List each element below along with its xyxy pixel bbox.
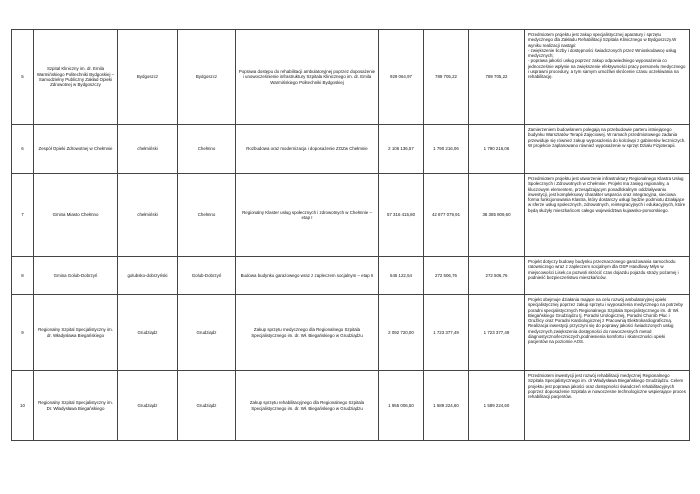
beneficiary: Gmina Miasto Chełmno <box>34 174 118 257</box>
table-row <box>12 125 690 174</box>
project-title: Regionalny Klaster usług społecznych i zdrowotnych w Chełmnie – etap I <box>236 174 379 257</box>
eligible-value: 789 705,22 <box>424 30 469 125</box>
cofinancing-value: 1 589 224,60 <box>469 371 525 441</box>
eligible-value: 1 723 377,49 <box>424 295 469 371</box>
total-value: 2 106 136,57 <box>379 125 424 174</box>
cofinancing-value: 1 723 377,49 <box>469 295 525 371</box>
county: Bydgoszcz <box>118 30 178 125</box>
cofinancing-value: 789 705,22 <box>469 30 525 125</box>
row-number: 8 <box>12 257 34 295</box>
project-description: Projekt dotyczy budowy budynku przeznaczonego garażowania samochodu ratowniczego wraz z zapleczem socjalnym dla OSP Handlowy Młyn w miejscowości Lisek,co pozwoli skrócić czas dojazdu pojazdu straży pożarnej i podnieść bezpieczeństwo mieszkańców. <box>525 257 690 295</box>
total-value: 2 092 720,00 <box>379 295 424 371</box>
beneficiary: Zespół Opieki Zdrowotnej w Chełmnie <box>34 125 118 174</box>
cofinancing-value: 38 385 809,60 <box>469 174 525 257</box>
table-row <box>12 174 690 257</box>
eligible-value: 1 790 216,06 <box>424 125 469 174</box>
project-title: Budowa budynku garażowego wraz z zapleczem socjalnym – etap II <box>236 257 379 295</box>
municipality: Golub-Dobrzyń <box>178 257 236 295</box>
table-row <box>12 371 690 441</box>
row-number: 7 <box>12 174 34 257</box>
row-number: 10 <box>12 371 34 441</box>
table-row <box>12 295 690 371</box>
beneficiary: Gmina Golub-Dobrzyń <box>34 257 118 295</box>
projects-table <box>11 29 690 441</box>
municipality: Grudziądz <box>178 371 236 441</box>
project-description: Przedmiotem projektu jest utworzenie infrastruktury Regionalnego Klastra Usług Społecznych i Zdrowotnych w Chełmnie. Projekt ma zasięg regionalny, a kluczowym elementem, przesądzającym ponadlokalnym oddziaływaniu inwestycji, jest kompleksowy charakter wsparcia oraz integracyjna, sieciowa forma funkcjonowania Klastra, który dostarczy usługi będzie podmiotu działające w sferze usług społecznych, zdrowotnych, reintegracyjnych i edukacyjnych, które będą służyły mieszkańcom całego województwa kujawsko-pomorskiego. <box>525 174 690 257</box>
municipality: Chełmno <box>178 125 236 174</box>
beneficiary: Regionalny Szpital Specjalistyczny im. dr. Władysława Biegańskiego <box>34 295 118 371</box>
table-row <box>12 257 690 295</box>
total-value: 545 122,54 <box>379 257 424 295</box>
project-title: Zakup sprzętu rehabilitacyjnego dla Regionalnego Szpitala Specjalistycznego im. dr. Wł. Biegańskiego w Grudziądzu <box>236 371 379 441</box>
county: chełmiński <box>118 174 178 257</box>
county: Grudziądz <box>118 371 178 441</box>
total-value: 57 316 415,80 <box>379 174 424 257</box>
municipality: Grudziądz <box>178 295 236 371</box>
eligible-value: 1 589 224,60 <box>424 371 469 441</box>
county: golubsko-dobrzyński <box>118 257 178 295</box>
cofinancing-value: 272 506,76 <box>469 257 525 295</box>
municipality: Bydgoszcz <box>178 30 236 125</box>
project-description: Przedmiotem inwestycji jest rozwój rehabilitacji medycznej Regionalnego Szpitala Specjalistycznego im. dr Władysława Biegańskiego Grudziądzu. Celem projektu jest poprawa jakości oraz dostępności świadczeń rehabilitacyjnych poprzez doposażenie Szpitala w nowoczesne technologiczne wspierające proces rehabilitacji pacjentów. <box>525 371 690 441</box>
beneficiary: Szpital Kliniczny im. dr. Emila Warmińskiego Politechniki Bydgoskiej – Samodzielny Publiczny Zakład Opieki Zdrowotnej w Bydgoszczy <box>34 30 118 125</box>
row-number: 6 <box>12 125 34 174</box>
project-title: Rozbudowa oraz modernizacja i doposażenie ZOZw Chełmnie <box>236 125 379 174</box>
total-value: 1 955 006,50 <box>379 371 424 441</box>
project-description: Przedmiotem projektu jest zakup specjalistycznej aparatury i sprzętu medycznego dla Zakładu Rehabilitacji Szpitala Klinicznego w Bydgoszczy.W wyniku realizacji nastąpi: - zwiększenie liczby i dostępności świadczonych przez Wnioskodawcę usług medycznych; - poprawa jakości usług poprzez zakup odpowiedniego wyposażenia co jednocześnie wpłynie na zwiększenie efektywności pracy personelu medycznego i usprawni procedury, a tym samym umożliwi skrócenie czasu oczekiwania na rehabilitację. <box>525 30 690 125</box>
project-title: Zakup sprzętu medycznego dla Regionalnego Szpitala Specjalistycznego im. dr. Wł. Biegańskiego w Grudziądzu <box>236 295 379 371</box>
county: chełmiński <box>118 125 178 174</box>
project-title: Poprawa dostępu do rehabilitacji ambulatoryjnej poprzez doposażenie i unowocześnienie infrastruktury Szpitala Klinicznego im. dr. Emila Warmińskiego Politechniki Bydgoskiej <box>236 30 379 125</box>
table-row <box>12 30 690 125</box>
total-value: 929 064,97 <box>379 30 424 125</box>
municipality: Chełmno <box>178 174 236 257</box>
cofinancing-value: 1 790 216,06 <box>469 125 525 174</box>
project-description: Zamierzeniem budowlanem polegają na przebudowie parteru istniejącego budynku Warsztatów Terapii Zajęciowej. W ramach przedmiotowego zadania przewiduje się również zakup wyposażenia do kolcówpi z gabinetów leczniczych. W projekcie zaplanowano również wyposażenie w sprzęt Działu Fizjoterapii. <box>525 125 690 174</box>
row-number: 5 <box>12 30 34 125</box>
row-number: 9 <box>12 295 34 371</box>
project-description: Projekt obejmuje działania mające na celu rozwój ambulatoryjnej opieki specjalistycznej poprzez zakup sprzętu i wyposażenia medycznego na potrzeby poradni specjalistycznych Regionalnego Szpitala Specjalistycznego im. dr Wł. Biegańskiego Grudziądzu tj. Poradni Urologicznej, Poradni Chorób Płuc i Gruźlicy oraz Poradni Kardiologicznej z Pracownią Elektrokardiograficzną. Realizacja inwestycji przyczyni się do poprawy jakości świadczonych usług medycznych,zwiększenia dostępności do nowoczesnych metod diagnostyczno/leczniczych,podniesienia komfortu i skuteczności opieki pacjentów na poziomie AOS. <box>525 295 690 371</box>
eligible-value: 42 877 079,91 <box>424 174 469 257</box>
beneficiary: Regionalny Szpital Specjalistyczny im. Dr. Władysława Biegańskiego <box>34 371 118 441</box>
eligible-value: 272 506,76 <box>424 257 469 295</box>
county: Grudziądz <box>118 295 178 371</box>
